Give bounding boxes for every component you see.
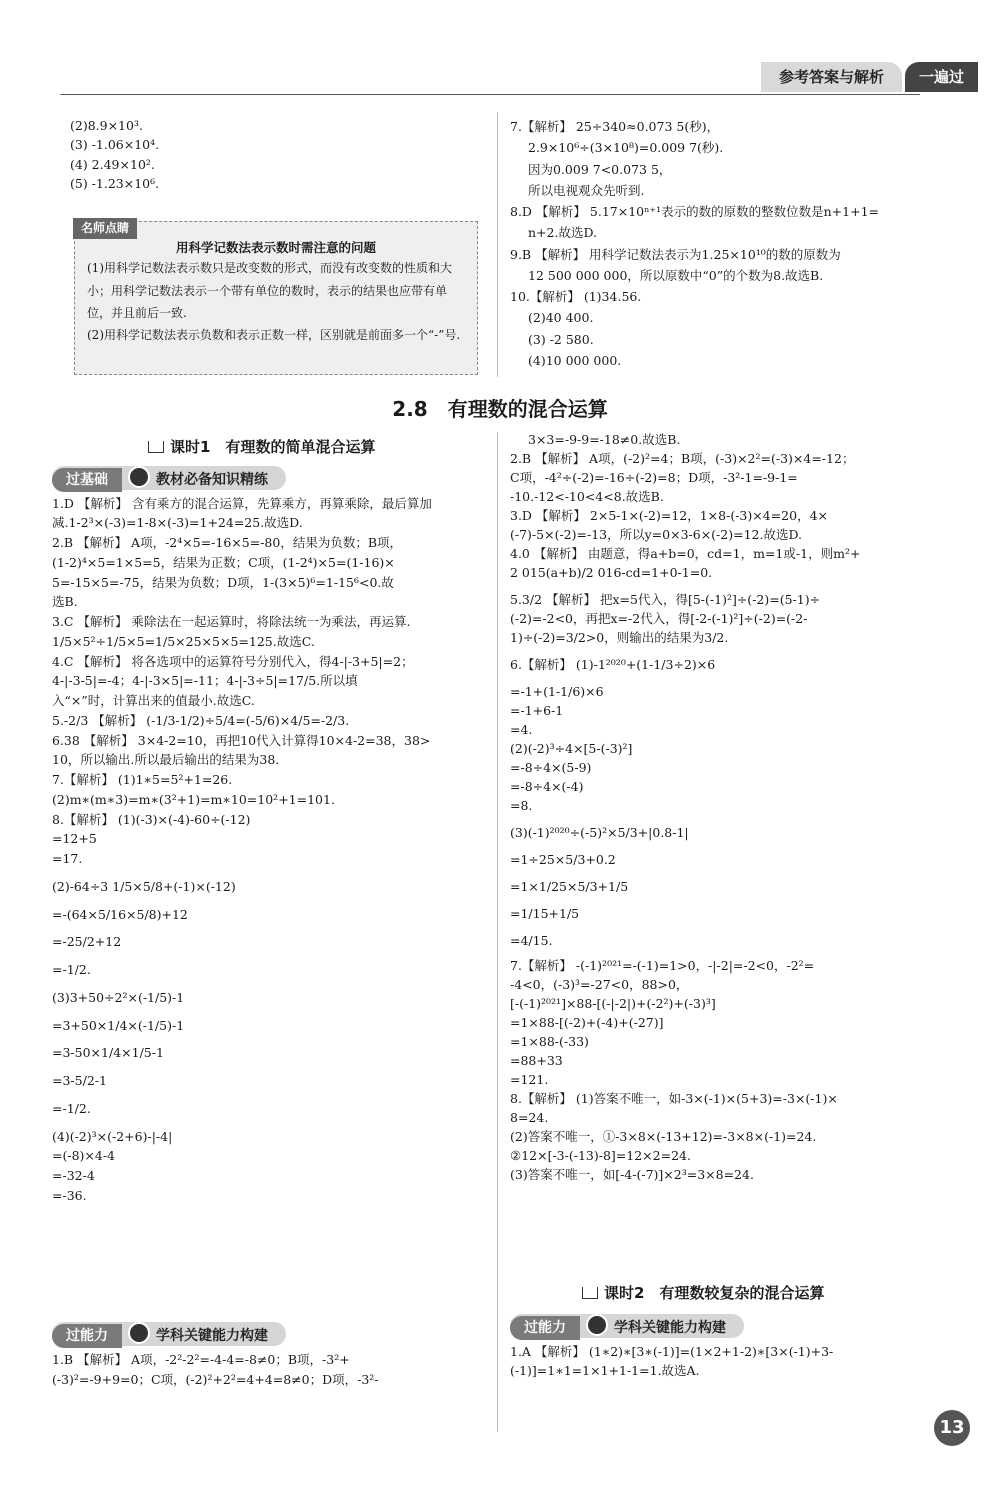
answer-line: 2.B 【解析】 A项，(-2)²=4；B项，(-3)×2²=(-3)×4=-12；	[510, 451, 855, 466]
answer-line: =12+5	[52, 831, 97, 847]
book-icon	[128, 466, 150, 488]
answer-line: 3×3=-9-9=-18≠0.故选B.	[528, 432, 681, 447]
answer-line: (2)-64÷3 1/5×5/8+(-1)×(-12)	[52, 878, 236, 894]
answer-line: (2)(-2)³÷4×[5-(-3)²]	[510, 741, 633, 756]
answer-line: 1.A 【解析】 (1∗2)∗[3∗(-1)]=(1×2+1-2)∗[3×(-1)+3-	[510, 1343, 834, 1359]
answer-line: (3) -2 580.	[528, 331, 594, 347]
answer-line: =-1+(1-1/6)×6	[510, 684, 604, 699]
answer-line: =1×1/25×5/3+1/5	[510, 879, 629, 894]
answer-line: (2)40 400.	[528, 310, 594, 326]
section-band-ability: 过能力 学科关键能力构建	[52, 1322, 286, 1346]
left-bottom	[52, 1322, 492, 1390]
section-title: 2.8 有理数的混合运算	[392, 397, 608, 421]
answer-line: =121.	[510, 1072, 549, 1087]
answer-line: (-2)=-2<0，再把x=-2代入，得[-2-(-1)²]÷(-2)=(-2-	[510, 611, 808, 626]
answer-line: (3)(-1)²⁰²⁰÷(-5)²×5/3+|0.8-1|	[510, 825, 689, 840]
answer-line: =-8÷4×(-4)	[510, 779, 584, 794]
answer-line: =-25/2+12	[52, 934, 122, 950]
answer-line: =-36.	[52, 1187, 87, 1203]
answer-line: (-7)-5×(-2)=-13，所以y=0×3-6×(-2)=12.故选D.	[510, 527, 803, 542]
tip-tag: 名师点睛	[73, 218, 137, 239]
answer-line: 8.D 【解析】 5.17×10ⁿ⁺¹表示的数的原数的整数位数是n+1+1=	[510, 204, 880, 219]
answer-line: 2.B 【解析】 A项，-2⁴×5=-16×5=-80，结果为负数；B项，	[52, 535, 403, 551]
answer-line: =17.	[52, 851, 83, 867]
answer-line: 2.9×10⁶÷(3×10⁸)=0.009 7(秒).	[528, 140, 724, 156]
answer-line: C项，-4²÷(-2)=-16÷(-2)=8；D项，-3²-1=-9-1=	[510, 470, 798, 485]
answer-line: (2)m∗(m∗3)=m∗(3²+1)=m∗10=10²+1=101.	[52, 791, 335, 807]
left-top-answers	[52, 116, 492, 194]
answer-line: 4.C 【解析】 将各选项中的运算符号分别代入，得4-|-3+5|=2；	[52, 653, 414, 669]
answer-line: 4-|-3-5|=-4；4-|-3×5|=-11；4-|-3÷5|=17/5.所以填	[52, 673, 358, 689]
answer-line: 减.1-2³×(-3)=1-8×(-3)=1+24=25.故选D.	[52, 515, 303, 531]
answer-line: =-(64×5/16×5/8)+12	[52, 906, 188, 922]
answer-line: 5=-15×5=-75，结果为负数；D项，1-(3×5)⁶=1-15⁶<0.故	[52, 574, 394, 590]
answer-line: =-1/2.	[52, 962, 91, 978]
answer-line: [-(-1)²⁰²¹]×88-[(-|-2|)+(-2²)+(-3)³]	[510, 996, 716, 1011]
answer-line: 1.D 【解析】 含有乘方的混合运算，先算乘方，再算乘除，最后算加	[52, 495, 432, 511]
page-header	[60, 58, 1000, 98]
tip-paragraph: (1)用科学记数法表示数只是改变数的形式，而没有改变数的性质和大小；用科学记数法表示一个带有单位的数时，表示的结果也应带有单位，并且前后一致.	[87, 261, 453, 320]
answer-line: 7.【解析】 25÷340≈0.073 5(秒)，	[510, 119, 720, 134]
section-band-basics: 过基础 教材必备知识精练	[52, 466, 286, 490]
answer-line: 7.【解析】 -(-1)²⁰²¹=-(-1)=1>0，-|-2|=-2<0，-2²=	[510, 958, 815, 973]
answer-line: =-1/2.	[52, 1100, 91, 1116]
answer-line: (4)(-2)³×(-2+6)-|-4|	[52, 1128, 173, 1144]
answer-line: 1/5×5²÷1/5×5=1/5×25×5×5=125.故选C.	[52, 633, 315, 649]
answer-line: 8=24.	[510, 1110, 549, 1125]
answer-line: =1/15+1/5	[510, 906, 580, 921]
answer-line: 1.B 【解析】 A项，-2²-2²=-4-4=-8≠0；B项，-3²+	[52, 1352, 350, 1367]
lesson-heading: 课时1 有理数的简单混合运算	[148, 436, 492, 460]
answer-line: 因为0.009 7<0.073 5，	[528, 161, 672, 177]
answer-line: =3-5/2-1	[52, 1073, 107, 1089]
answer-line: 5.-2/3 【解析】 (-1/3-1/2)÷5/4=(-5/6)×4/5=-2/3.	[52, 712, 350, 728]
answer-line: 所以电视观众先听到.	[528, 182, 645, 198]
answer-line: -10.-12<-10<4<8.故选B.	[510, 489, 664, 504]
answer-line: 12 500 000 000，所以原数中“0”的个数为8.故选B.	[528, 267, 824, 283]
answer-line: 3.D 【解析】 2×5-1×(-2)=12，1×8-(-3)×4=20，4×	[510, 508, 828, 523]
right-column	[510, 430, 950, 1184]
answer-line: (3)答案不唯一，如[-4-(-7)]×2³=3×8=24.	[510, 1167, 754, 1182]
answer-line: 7.【解析】 (1)1∗5=5²+1=26.	[52, 772, 233, 788]
answer-line: 选B.	[52, 594, 78, 610]
answer-line: (3)3+50÷2²×(-1/5)-1	[52, 989, 185, 1005]
answer-line: 10，所以输出.所以最后输出的结果为38.	[52, 752, 280, 768]
page-number: 13	[934, 1410, 970, 1446]
lesson-icon	[148, 441, 164, 453]
header-brand: 一遍过	[905, 62, 978, 92]
answer-line: (2)8.9×10³.	[70, 118, 143, 133]
answer-line: 10.【解析】 (1)34.56.	[510, 289, 642, 304]
answer-line: 6.38 【解析】 3×4-2=10，再把10代入计算得10×4-2=38，38>	[52, 732, 431, 748]
answer-line: =(-8)×4-4	[52, 1148, 116, 1164]
answer-line: -4<0，(-3)³=-27<0，88>0，	[510, 977, 689, 992]
column-divider-main	[497, 432, 498, 1432]
tip-title: 用科学记数法表示数时需注意的问题	[175, 240, 376, 255]
answer-line: 入“×”时，计算出来的值最小.故选C.	[52, 693, 255, 709]
answer-line: 1)÷(-2)=3/2>0，则输出的结果为3/2.	[510, 630, 729, 645]
answer-line: =3+50×1/4×(-1/5)-1	[52, 1017, 185, 1033]
answer-line: 3.C 【解析】 乘除法在一起运算时，将除法统一为乘法，再运算.	[52, 614, 411, 630]
answer-line: ②12×[-3-(-13)-8]=12×2=24.	[510, 1148, 691, 1163]
answer-line: 2 015(a+b)/2 016-cd=1+0-1=0.	[510, 565, 713, 580]
answer-line: 6.【解析】 (1)-1²⁰²⁰+(1-1/3÷2)×6	[510, 657, 716, 672]
answer-line: (3) -1.06×10⁴.	[70, 137, 160, 153]
answer-line: =8.	[510, 798, 533, 813]
answer-line: n+2.故选D.	[528, 225, 598, 241]
answer-line: 9.B 【解析】 用科学记数法表示为1.25×10¹⁰的数的原数为	[510, 246, 841, 262]
answer-line: =-1+6-1	[510, 703, 564, 718]
right-bottom	[510, 1282, 950, 1381]
answer-line: (4)10 000 000.	[528, 352, 622, 368]
column-divider-top	[497, 112, 498, 377]
left-column	[52, 436, 492, 1206]
answer-line: 8.【解析】 (1)答案不唯一，如-3×(-1)×(5+3)=-3×(-1)×	[510, 1091, 838, 1106]
answer-line: (1-2)⁴×5=1×5=5，结果为正数；C项，(1-2⁴)×5=(1-16)×	[52, 554, 395, 570]
answer-line: =88+33	[510, 1053, 563, 1068]
medal-icon	[586, 1314, 608, 1336]
answer-line: (-3)²=-9+9=0；C项，(-2)²+2²=4+4=8≠0；D项，-3²-	[52, 1371, 379, 1387]
answer-line: 8.【解析】 (1)(-3)×(-4)-60÷(-12)	[52, 811, 251, 827]
answer-line: =1÷25×5/3+0.2	[510, 852, 616, 867]
answer-line: =4.	[510, 722, 533, 737]
right-top-answers	[510, 116, 950, 371]
answer-line: =1×88-(-33)	[510, 1034, 589, 1049]
answer-line: (5) -1.23×10⁶.	[70, 176, 160, 192]
answer-line: =-8÷4×(5-9)	[510, 760, 592, 775]
answer-line: =4/15.	[510, 933, 553, 948]
answer-line: (4) 2.49×10².	[70, 156, 155, 172]
answer-line: =1×88-[(-2)+(-4)+(-27)]	[510, 1015, 664, 1030]
answer-line: =3-50×1/4×1/5-1	[52, 1045, 164, 1061]
answer-line: 5.3/2 【解析】 把x=5代入，得[5-(-1)²]÷(-2)=(5-1)÷	[510, 592, 821, 607]
answer-line: =-32-4	[52, 1168, 95, 1184]
tip-paragraph: (2)用科学记数法表示负数和表示正数一样，区别就是前面多一个“-”号.	[87, 327, 461, 342]
answer-line: 4.0 【解析】 由题意，得a+b=0，cd=1，m=1或-1，则m²+	[510, 546, 861, 561]
teacher-tip-box	[74, 221, 478, 375]
lesson-icon	[582, 1287, 598, 1299]
medal-icon	[128, 1322, 150, 1344]
answer-line: (-1)]=1∗1=1×1+1-1=1.故选A.	[510, 1363, 700, 1379]
header-rule	[60, 94, 920, 95]
header-title: 参考答案与解析	[761, 62, 902, 92]
answer-line: (2)答案不唯一，①-3×8×(-13+12)=-3×8×(-1)=24.	[510, 1129, 817, 1144]
section-band-ability: 过能力 学科关键能力构建	[510, 1314, 744, 1338]
lesson-heading: 课时2 有理数较复杂的混合运算	[582, 1282, 950, 1306]
